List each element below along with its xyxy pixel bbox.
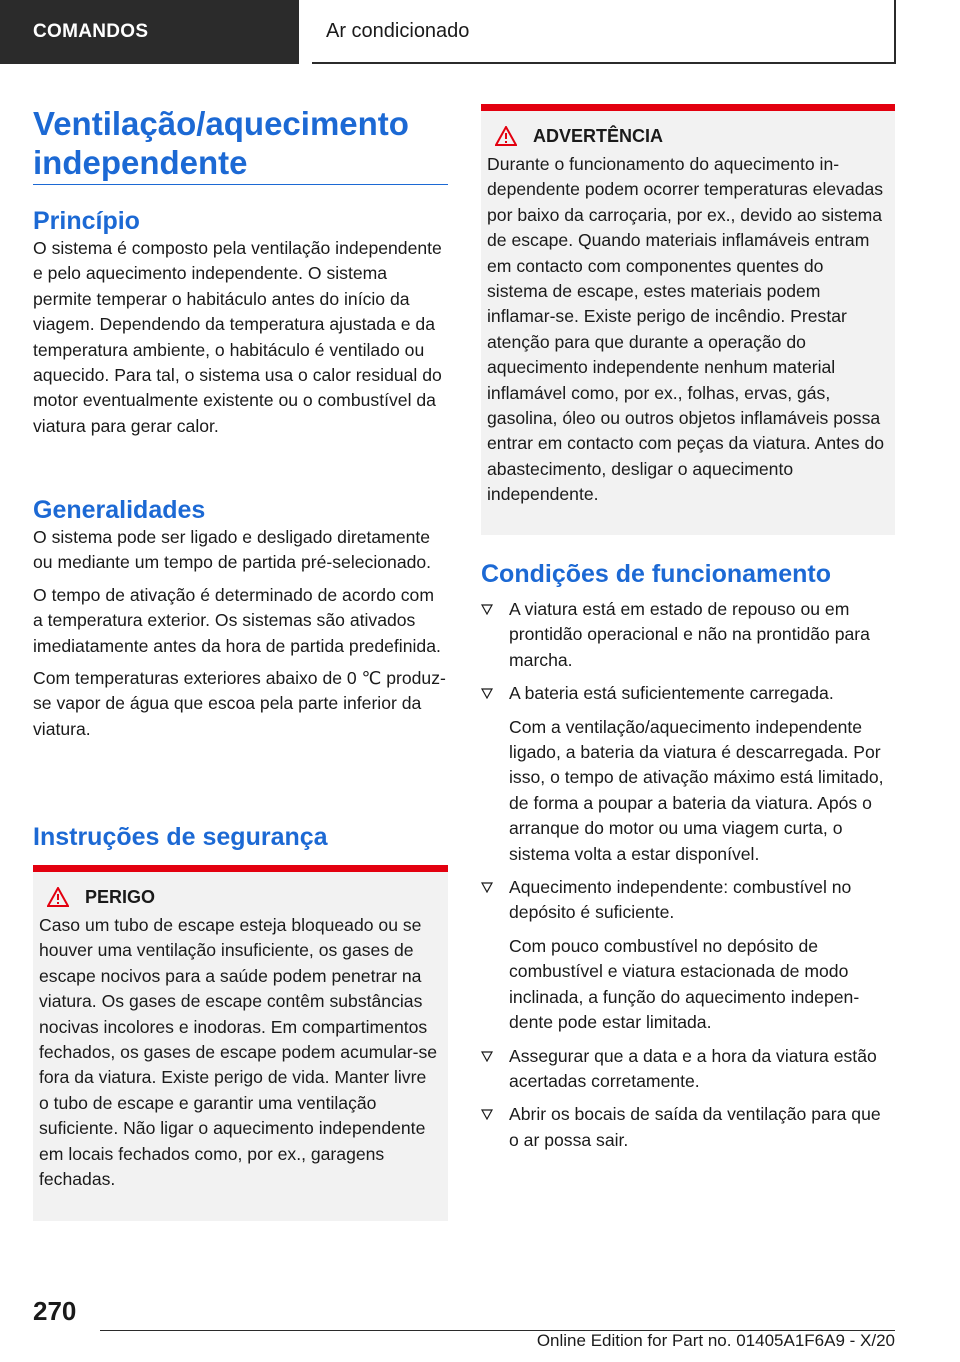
condition-text: A viatura está em estado de repouso ou em prontidão operacional e não na prontidão para marcha. [509,599,870,670]
list-item [481,1102,895,1153]
section-principio [33,206,448,439]
bullet-triangle-icon [481,1050,493,1062]
generalidades-p1: O sistema pode ser ligado e desligado diretamente ou mediante um tempo de partida pré-selecionado. [33,527,432,573]
heading-seguranca: Instruções de segurança [33,823,328,851]
danger-text: Caso um tubo de escape esteja bloqueado ou se houver uma ventilação insuficiente, os gases de escape nocivos para a saúde podem penetrar na viatura. Os gases de escape contêm substâncias nocivas incolores e inodoras. Em compartimentos fechados, os gases de escape podem acumular-se fora da viatura. Existe perigo de vida. Manter livre o tubo de escape e garantir uma ventilação suficiente. Não ligar o aquecimento independente em locais fechados como, por ex., garagens fechadas. [39,915,438,1190]
condition-text: Abrir os bocais de saída da ventilação para que o ar possa sair. [509,1104,881,1150]
generalidades-p2: O tempo de ativação é determinado de acordo com a temperatura exterior. Os sistemas são ativados imediatamente antes da hora de partida predefinida. [33,584,441,656]
danger-header [39,882,440,912]
bullet-triangle-icon [481,603,493,615]
list-item [481,597,895,673]
page-number: 270 [33,1296,77,1326]
condition-text: A bateria está suficientemente carregada. [509,683,834,704]
condition-subtext: Com a ventilação/aquecimento independente ligado, a bateria da viatura é descarregada. Por isso, o tempo de ativação máximo está limitado, de forma a poupar a bateria da viatura. Após o arranque do motor ou uma viagem curta, o sistema volta a estar disponível. [509,716,884,864]
principio-text: O sistema é composto pela ventilação independente e pelo aquecimento independente. O sistema permite temperar o habitáculo antes do início da viagem. Dependendo da temperatura ajustada e da temperatura ambiente, o habitáculo é ventilado ou aquecido. Para tal, o sistema usa o calor residual do motor eventualmente existente ou o combustível da viatura para gerar calor. [33,238,442,436]
condition-text: Aquecimento independente: combustível no depósito é suficiente. [509,877,852,923]
warning-header [487,121,887,151]
warning-title: ADVERTÊNCIA [533,125,664,146]
heading-generalidades: Generalidades [33,496,206,524]
danger-box [33,865,448,1221]
page-title: Ventilação/aquecimento independente [33,104,448,185]
list-item [481,1044,895,1095]
section-condicoes [481,559,895,1161]
list-item [481,681,895,867]
danger-title: PERIGO [85,886,156,907]
heading-condicoes: Condições de funcionamento [481,560,832,588]
edition-note: Online Edition for Part no. 01405A1F6A9 - X/20 [536,1331,895,1350]
condition-text: Assegurar que a data e a hora da viatura estão acertadas corretamente. [509,1045,877,1091]
bullet-triangle-icon [481,687,493,699]
list-item [481,875,895,1035]
section-generalidades [33,495,448,742]
warning-text: Durante o funcionamento do aquecimento independente podem ocorrer temperaturas elevadas por baixo da carroçaria, por ex., devido ao sistema de escape. Quando materiais inflamáveis entram em contacto com componentes quentes do sistema de escape, estes materiais podem inflamar-se. Existe perigo de incêndio. Prestar atenção para que durante a operação do aquecimento independente nenhum material inflamável como, por ex., folhas, ervas, gás, gasolina, óleo ou outros objetos inflamáveis possa entrar em contacto com peças da viatura. Antes do abastecimento, desligar o aquecimento independente. [487,154,885,505]
bullet-triangle-icon [481,881,493,893]
bullet-triangle-icon [481,1108,493,1120]
warning-triangle-icon [495,126,517,146]
warning-box [481,104,895,535]
conditions-list [481,597,895,1153]
chapter-label: Ar condicionado [326,19,470,42]
warning-triangle-icon [47,887,69,907]
chapter-tab [312,0,896,64]
heading-principio: Princípio [33,207,140,235]
section-tab [0,0,299,64]
generalidades-p3: Com temperaturas exteriores abaixo de 0 ℃ produz-se vapor de água que escoa pela parte inferior da viatura. [33,668,446,739]
section-label: COMANDOS [33,21,149,42]
condition-subtext: Com pouco combustível no depósito de combustível e viatura estacionada de modo inclinada, a função do aquecimento independente pode estar limitada. [509,935,860,1033]
